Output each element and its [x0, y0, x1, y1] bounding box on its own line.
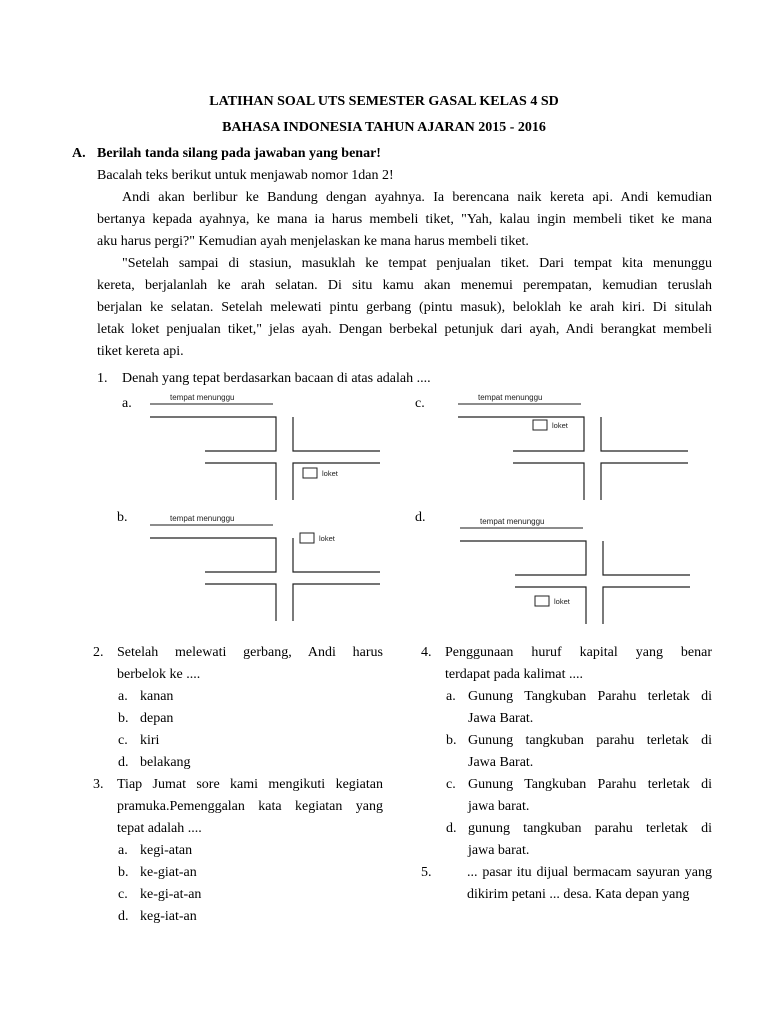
ticket-booth-label: loket [319, 534, 335, 543]
ticket-booth-label: loket [554, 597, 570, 606]
road-block-bottom-right [603, 587, 690, 624]
q2-option-letter[interactable]: d. [118, 755, 129, 770]
road-block-bottom-left [205, 463, 276, 500]
waiting-area-label: tempat menunggu [478, 393, 543, 402]
ticket-booth-icon [533, 420, 547, 430]
q2-option-letter[interactable]: b. [118, 711, 129, 726]
passage-line: kereta, berjalanlah ke arah selatan. Di situ kamu akan menemui perempatan, kemudian teruslah [97, 278, 712, 293]
q5-text-line: dikirim petani ... desa. Kata depan yang [467, 887, 690, 902]
q4-option-text[interactable]: Jawa Barat. [468, 711, 534, 726]
q5-number: 5. [421, 865, 432, 880]
q1-option-letter[interactable]: b. [117, 510, 128, 525]
q4-option-letter[interactable]: c. [446, 777, 456, 792]
ticket-booth-icon [535, 596, 549, 606]
q3-option-letter[interactable]: a. [118, 843, 128, 858]
map-diagram-option[interactable] [460, 516, 695, 628]
q3-option-letter[interactable]: d. [118, 909, 129, 924]
q4-option-letter[interactable]: d. [446, 821, 457, 836]
road-block-top-right [603, 541, 690, 575]
road-block-top-right [293, 417, 380, 451]
q2-option-letter[interactable]: c. [118, 733, 128, 748]
q3-number: 3. [93, 777, 104, 792]
waiting-area-label: tempat menunggu [170, 514, 235, 523]
section-instruction: Berilah tanda silang pada jawaban yang benar! [97, 146, 381, 161]
q2-option-text[interactable]: kiri [140, 733, 160, 748]
section-marker: A. [72, 146, 86, 161]
road-block-bottom-left [205, 584, 276, 621]
q3-text-line: pramuka.Pemenggalan kata kegiatan yang [117, 799, 383, 814]
ticket-booth-icon [303, 468, 317, 478]
road-block-bottom-left [515, 587, 586, 624]
q4-option-text[interactable]: gunung tangkuban parahu terletak di [468, 821, 712, 836]
road-block-bottom-right [293, 584, 380, 621]
ticket-booth-label: loket [322, 469, 338, 478]
q5-text-line: ... pasar itu dijual bermacam sayuran yang [467, 865, 712, 880]
road-block-top-left [150, 538, 276, 572]
waiting-area-label: tempat menunggu [170, 393, 235, 402]
q2-option-text[interactable]: depan [140, 711, 174, 726]
q4-option-text[interactable]: Gunung tangkuban parahu terletak di [468, 733, 712, 748]
q4-option-text[interactable]: jawa barat. [468, 843, 530, 858]
map-diagram-option[interactable] [150, 392, 385, 504]
road-block-top-right [601, 417, 688, 451]
title-line-2: BAHASA INDONESIA TAHUN AJARAN 2015 - 2016 [222, 120, 546, 135]
q4-option-text[interactable]: Jawa Barat. [468, 755, 534, 770]
q1-option-letter[interactable]: d. [415, 510, 426, 525]
q3-option-text[interactable]: kegi-atan [140, 843, 193, 858]
q3-option-text[interactable]: ke-giat-an [140, 865, 197, 880]
passage-line: aku harus pergi?" Kemudian ayah menjelaskan ke mana harus membeli tiket. [97, 234, 529, 249]
q2-text-line: Setelah melewati gerbang, Andi harus [117, 645, 383, 660]
q1-text: Denah yang tepat berdasarkan bacaan di atas adalah .... [122, 371, 431, 386]
title-line-1: LATIHAN SOAL UTS SEMESTER GASAL KELAS 4 SD [209, 94, 559, 109]
passage-line: "Setelah sampai di stasiun, masuklah ke tempat penjualan tiket. Dari tempat kita menunggu [122, 256, 712, 271]
passage-line: tiket kereta api. [97, 344, 184, 359]
ticket-booth-icon [300, 533, 314, 543]
q4-option-letter[interactable]: b. [446, 733, 457, 748]
q2-option-text[interactable]: kanan [140, 689, 174, 704]
q2-option-text[interactable]: belakang [140, 755, 191, 770]
road-block-bottom-left [513, 463, 584, 500]
passage-line: berjalan ke selatan. Setelah melewati pintu gerbang (pintu masuk), beloklah ke arah kiri. Di situlah [97, 300, 712, 315]
q4-option-letter[interactable]: a. [446, 689, 456, 704]
q3-option-text[interactable]: ke-gi-at-an [140, 887, 202, 902]
q4-text-line: Penggunaan huruf kapital yang benar [445, 645, 712, 660]
q4-option-text[interactable]: Gunung Tangkuban Parahu terletak di [468, 689, 712, 704]
road-block-top-left [460, 541, 586, 575]
passage-intro: Bacalah teks berikut untuk menjawab nomor 1dan 2! [97, 168, 394, 183]
q2-text-line: berbelok ke .... [117, 667, 201, 682]
q3-option-text[interactable]: keg-iat-an [140, 909, 197, 924]
q3-option-letter[interactable]: b. [118, 865, 129, 880]
passage-line: letak loket penjualan tiket," jelas ayah. Dengan berbekal petunjuk dari ayah, Andi berangkat membeli [97, 322, 712, 337]
q3-text-line: tepat adalah .... [117, 821, 202, 836]
ticket-booth-label: loket [552, 421, 568, 430]
q2-number: 2. [93, 645, 104, 660]
road-block-bottom-right [601, 463, 688, 500]
map-diagram-option[interactable] [458, 392, 693, 504]
q3-option-letter[interactable]: c. [118, 887, 128, 902]
q4-number: 4. [421, 645, 432, 660]
q1-number: 1. [97, 371, 108, 386]
passage-line: Andi akan berlibur ke Bandung dengan ayahnya. Ia berencana naik kereta api. Andi kemudian [122, 190, 712, 205]
q2-option-letter[interactable]: a. [118, 689, 128, 704]
q4-option-text[interactable]: jawa barat. [468, 799, 530, 814]
map-diagram-option[interactable] [150, 513, 385, 625]
q4-option-text[interactable]: Gunung Tangkuban Parahu terletak di [468, 777, 712, 792]
q3-text-line: Tiap Jumat sore kami mengikuti kegiatan [117, 777, 383, 792]
q1-option-letter[interactable]: a. [122, 396, 132, 411]
passage-line: bertanya kepada ayahnya, ke mana ia harus membeli tiket, "Yah, kalau ingin membeli tiket ke mana [97, 212, 712, 227]
q4-text-line: terdapat pada kalimat .... [445, 667, 583, 682]
waiting-area-label: tempat menunggu [480, 517, 545, 526]
road-block-top-left [150, 417, 276, 451]
q1-option-letter[interactable]: c. [415, 396, 425, 411]
